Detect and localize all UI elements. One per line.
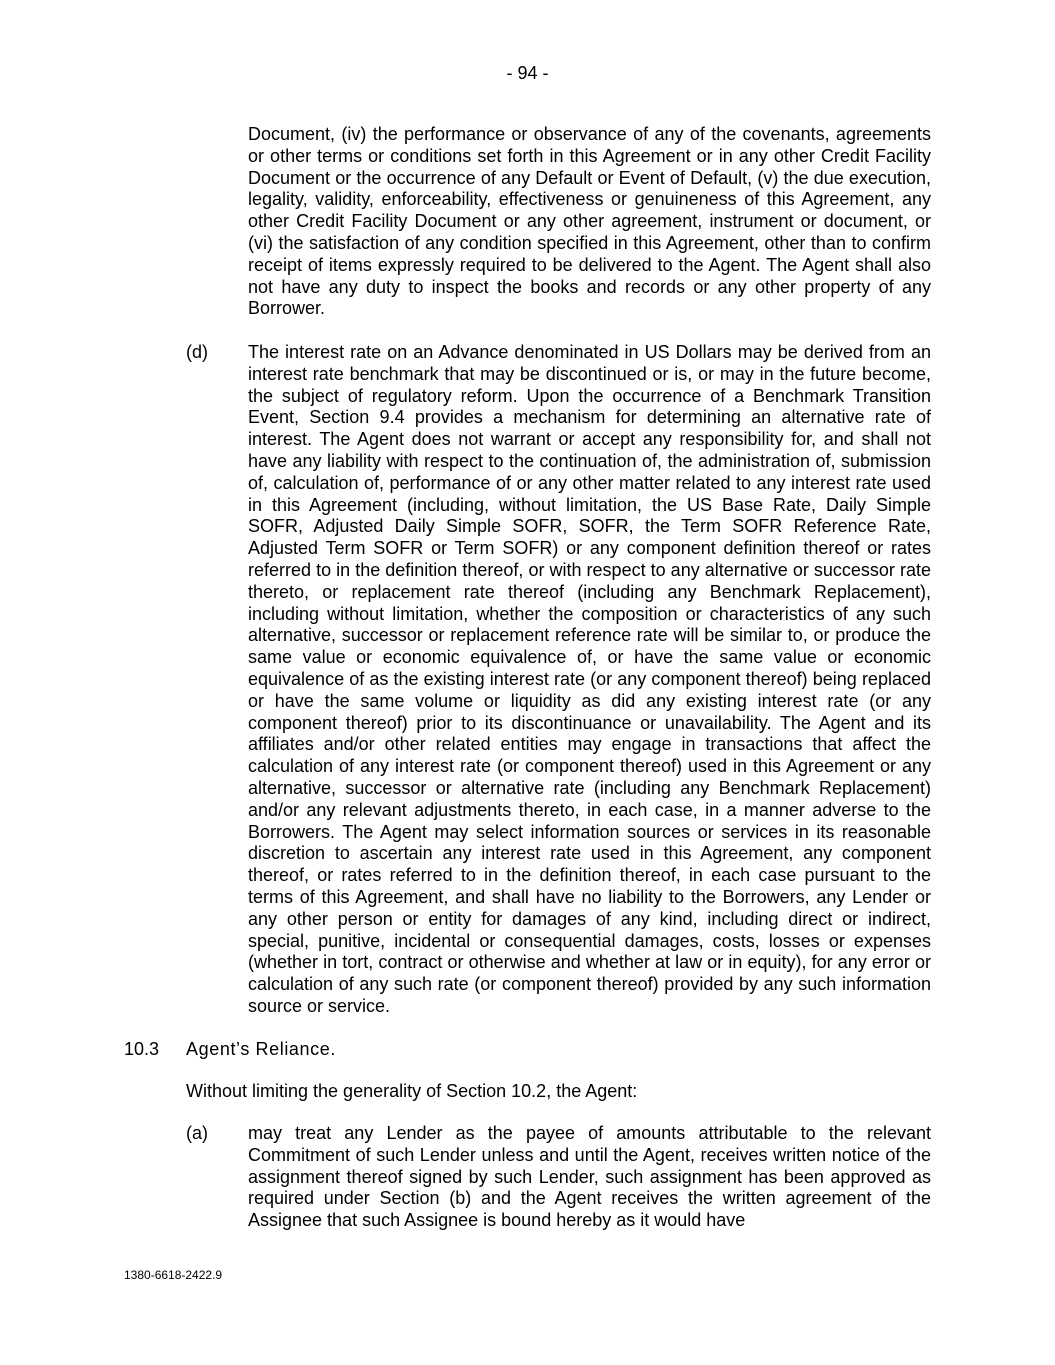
clause-d-marker: (d) <box>186 342 208 362</box>
clause-d-paragraph: The interest rate on an Advance denominated in US Dollars may be derived from an interest rate benchmark that may be discontinued or is, or may in the future become, the subject of regulatory reform. Upon the occurrence of a Benchmark Transition Event, Section 9.4 provides a mechanism for determining an alternative rate of interest. The Agent does not warrant or accept any responsibility for, and shall not have any liability with respect to the continuation of, the administration of, submission of, calculation of, performance of or any other matter related to any interest rate used in this Agreement (including, without limitation, the US Base Rate, Daily Simple SOFR, Adjusted Daily Simple SOFR, SOFR, the Term SOFR Reference Rate, Adjusted Term SOFR or Term SOFR) or any component definition thereof or rates referred to in the definition thereof, or with respect to any alternative or successor rate thereto, or replacement rate thereof (including any Benchmark Replacement), including without limitation, whether the composition or characteristics of any such alternative, successor or replacement reference rate will be similar to, or produce the same value or economic equivalence of, or have the same value or economic equivalence of as the existing interest rate (or any component thereof) being replaced or have the same volume or liquidity as did any existing interest rate (or any component thereof) prior to its discontinuance or unavailability. The Agent and its affiliates and/or other related entities may engage in transactions that affect the calculation of any interest rate (or component thereof) used in this Agreement or any alternative, successor or alternative rate (including any Benchmark Replacement) and/or any relevant adjustments thereto, in each case, in a manner adverse to the Borrowers. The Agent may select information sources or services in its reasonable discretion to ascertain any interest rate used in this Agreement, any component thereof, or rates referred to in the definition thereof, in each case pursuant to the terms of this Agreement, and shall have no liability to the Borrowers, any Lender or any other person or entity for damages of any kind, including direct or indirect, special, punitive, incidental or consequential damages, costs, losses or expenses (whether in tort, contract or otherwise and whether at law or in equity), for any error or calculation of any such rate (or component thereof) provided by any such information source or service. <box>248 342 931 1016</box>
section-number: 10.3 <box>124 1039 160 1059</box>
section-intro: Without limiting the generality of Section 10.2, the Agent: <box>186 1081 638 1101</box>
clause-a-marker: (a) <box>186 1123 208 1143</box>
page-number: - 94 - <box>506 63 549 83</box>
document-id-footer: 1380-6618-2422.9 <box>124 1268 223 1282</box>
section-title: Agent’s Reliance. <box>186 1039 336 1059</box>
clause-a-paragraph: may treat any Lender as the payee of amounts attributable to the relevant Commitment of such Lender unless and until the Agent, receives written notice of the assignment thereof signed by such Lender, such assignment has been approved as required under Section (b) and the Agent receives the written agreement of the Assignee that such Assignee is bound hereby as it would have <box>248 1123 931 1231</box>
continuation-paragraph: Document, (iv) the performance or observance of any of the covenants, agreements or other terms or conditions set forth in this Agreement or in any other Credit Facility Document or the occurrence of any Default or Event of Default, (v) the due execution, legality, validity, enforceability, effectiveness or genuineness of this Agreement, any other Credit Facility Document or any other agreement, instrument or document, or (vi) the satisfaction of any condition specified in this Agreement, other than to confirm receipt of items expressly required to be delivered to the Agent. The Agent shall also not have any duty to inspect the books and records or any other property of any Borrower. <box>248 124 931 319</box>
